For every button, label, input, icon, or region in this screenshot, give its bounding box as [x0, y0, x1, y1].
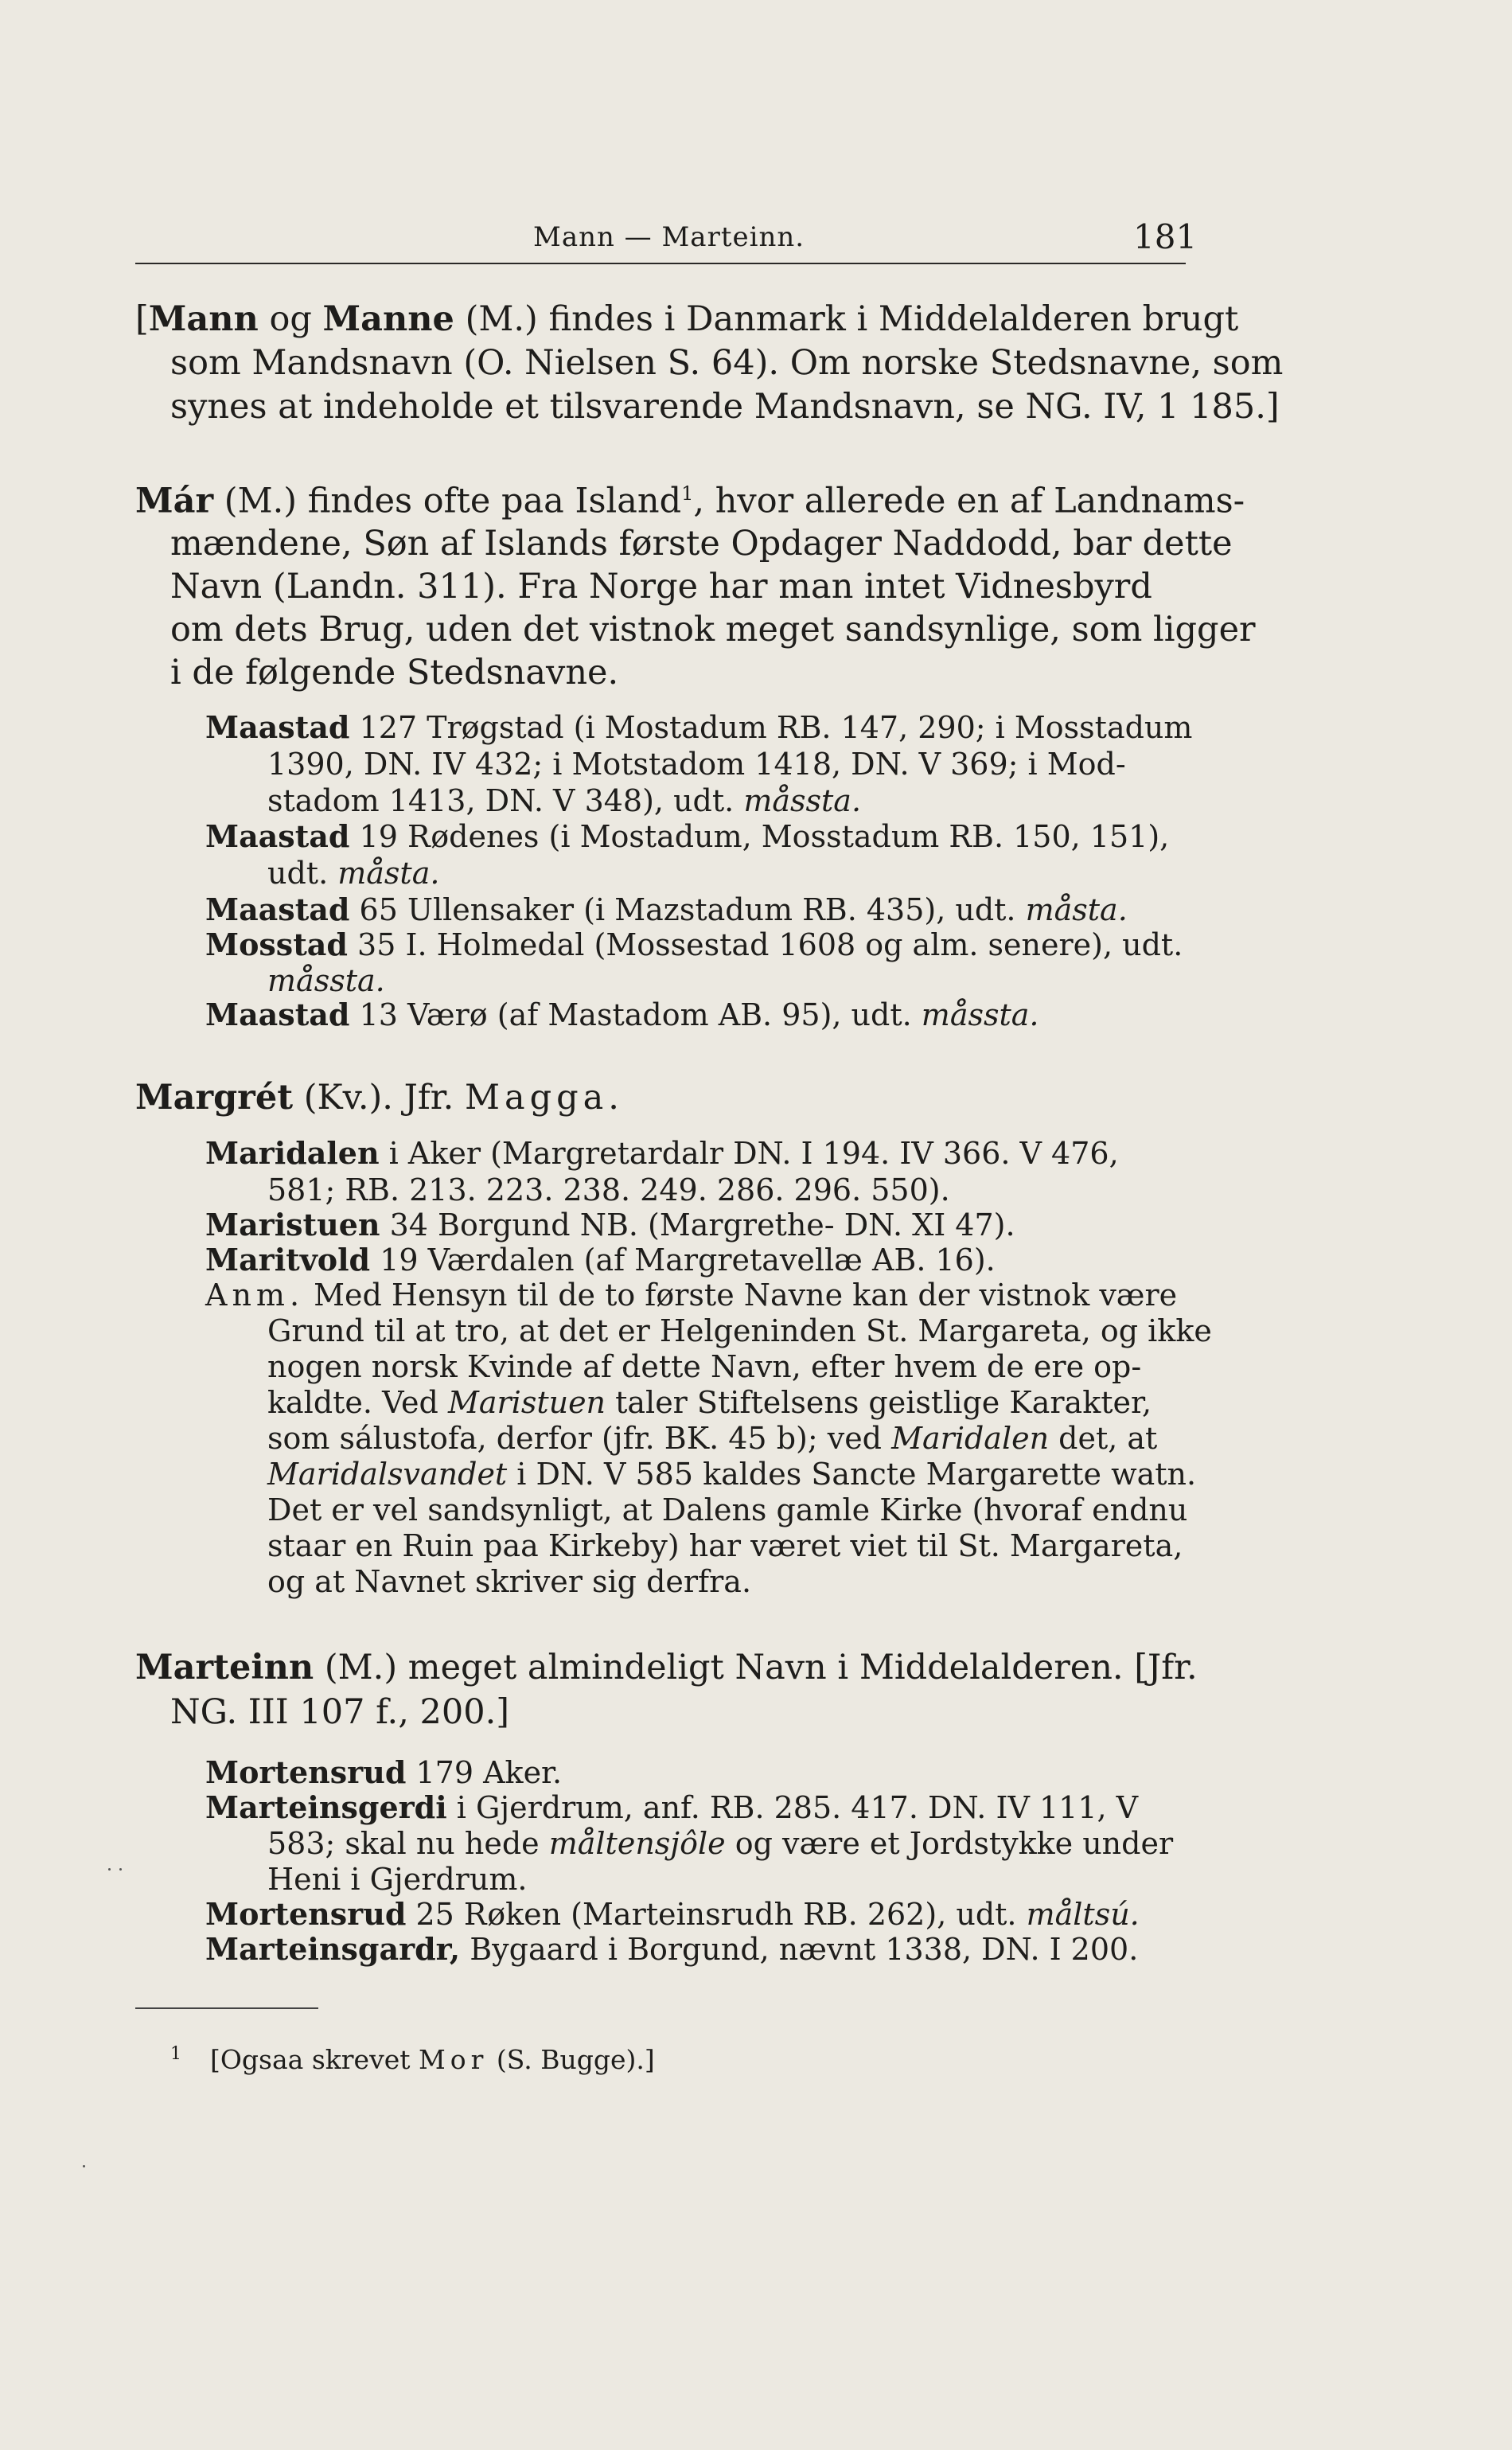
entry-maastad-127-l2: 1390, DN. IV 432; i Motstadom 1418, DN. V 369; i Mod-: [267, 747, 1126, 782]
marteinn-line-1: Marteinn (M.) meget almindeligt Navn i Middelalderen. [Jfr.: [135, 1648, 1198, 1687]
header-rule: [135, 263, 1186, 264]
headword-mar: Már: [135, 481, 214, 521]
entry-mortensrud-25: Mortensrud 25 Røken (Marteinsrudh RB. 262), udt. må̊ltsú.: [205, 1896, 1140, 1932]
mann-line-3: synes at indeholde et tilsvarende Mandsnavn, se NG. IV, 1 185.]: [170, 387, 1280, 427]
entry-maastad-127-l3: stadom 1413, DN. V 348), udt. må̊ssta.: [267, 783, 862, 818]
entry-mosstad-35-l2: må̊ssta.: [267, 963, 385, 998]
entry-maristuen: Maristuen 34 Borgund NB. (Margrethe- DN. XI 47).: [205, 1207, 1015, 1243]
anm-line-2: Grund til at tro, at det er Helgeninden St. Margareta, og ikke: [267, 1313, 1212, 1348]
footnote-rule: [135, 2007, 318, 2009]
headword-marteinn: Marteinn: [135, 1648, 314, 1687]
entry-maastad-127: Maastad 127 Trøgstad (i Mostadum RB. 147, 290; i Mosstadum: [205, 709, 1193, 745]
margret-line: Margrét (Kv.). Jfr. Magga.: [135, 1078, 624, 1118]
entry-mosstad-35: Mosstad 35 I. Holmedal (Mossestad 1608 og alm. senere), udt.: [205, 927, 1183, 962]
footnote: $^1$ [Ogsaa skrevet Mor (S. Bugge).]: [170, 2044, 655, 2075]
anm-line-7: Det er vel sandsynligt, at Dalens gamle Kirke (hvoraf endnu: [267, 1492, 1188, 1527]
anm-line-9: og at Navnet skriver sig derfra.: [267, 1564, 752, 1599]
entry-marteinsgardr: Marteinsgardr, Bygaard i Borgund, nævnt 1338, DN. I 200.: [205, 1931, 1139, 1967]
entry-maritvold: Maritvold 19 Værdalen (af Margretavellæ AB. 16).: [205, 1242, 996, 1278]
entry-mortensrud-179: Mortensrud 179 Aker.: [205, 1754, 563, 1790]
entry-maridalen: Maridalen i Aker (Margretardalr DN. I 194. IV 366. V 476,: [205, 1135, 1119, 1171]
anm-line-3: nogen norsk Kvinde af dette Navn, efter hvem de ere op-: [267, 1349, 1142, 1384]
headword-manne: Manne: [322, 299, 454, 339]
mar-line-2: mændene, Søn af Islands første Opdager Naddodd, bar dette: [170, 524, 1233, 564]
entry-marteinsgerdi-l3: Heni i Gjerdrum.: [267, 1862, 528, 1897]
footnote-ref: 1: [681, 482, 694, 505]
entry-maastad-65: Maastad 65 Ullensaker (i Mazstadum RB. 435), udt. må̊sta.: [205, 891, 1128, 927]
mar-line-5: i de følgende Stedsnavne.: [170, 653, 619, 692]
anm-line-6: Maridalsvandet i DN. V 585 kaldes Sancte Margarette watn.: [267, 1457, 1197, 1492]
entry-marteinsgerdi: Marteinsgerdi i Gjerdrum, anf. RB. 285. 417. DN. IV 111, V: [205, 1789, 1139, 1825]
anm-line-1: Anm. Med Hensyn til de to første Navne kan der vistnok være: [205, 1278, 1178, 1313]
headword-margret: Margrét: [135, 1078, 294, 1118]
mann-line-1: [Mann og Manne (M.) findes i Danmark i Middelalderen brugt: [135, 299, 1239, 339]
anm-line-8: staar en Ruin paa Kirkeby) har været viet til St. Margareta,: [267, 1528, 1183, 1563]
headword-mann: Mann: [148, 299, 259, 339]
entry-maastad-13: Maastad 13 Værø (af Mastadom AB. 95), udt. må̊ssta.: [205, 997, 1039, 1032]
mar-line-4: om dets Brug, uden det vistnok meget sandsynlige, som ligger: [170, 610, 1256, 650]
anm-line-5: som sálustofa, derfor (jfr. BK. 45 b); ved Maridalen det, at: [267, 1421, 1158, 1456]
speck: [83, 2165, 85, 2167]
entry-maastad-19-l2: udt. må̊sta.: [267, 856, 440, 891]
marteinn-line-2: NG. III 107 f., 200.]: [170, 1692, 510, 1732]
entry-maridalen-l2: 581; RB. 213. 223. 238. 249. 286. 296. 550).: [267, 1172, 950, 1207]
mann-line-2: som Mandsnavn (O. Nielsen S. 64). Om norske Stedsnavne, som: [170, 343, 1284, 383]
mar-line-1: Már (M.) findes ofte paa Island$^1$, hvor allerede en af Landnams-: [135, 481, 1245, 521]
running-header: Mann — Marteinn.: [533, 221, 805, 253]
entry-maastad-19: Maastad 19 Rødenes (i Mostadum, Mosstadum RB. 150, 151),: [205, 818, 1170, 854]
speck: [119, 1868, 122, 1871]
speck: [108, 1868, 111, 1871]
page-number: 181: [1133, 217, 1198, 256]
anm-line-4: kaldte. Ved Maristuen taler Stiftelsens geistlige Karakter,: [267, 1385, 1152, 1420]
mar-line-3: Navn (Landn. 311). Fra Norge har man intet Vidnesbyrd: [170, 567, 1152, 607]
entry-marteinsgerdi-l2: 583; skal nu hede må̊ltensjôle og være et Jordstykke under: [267, 1826, 1174, 1861]
